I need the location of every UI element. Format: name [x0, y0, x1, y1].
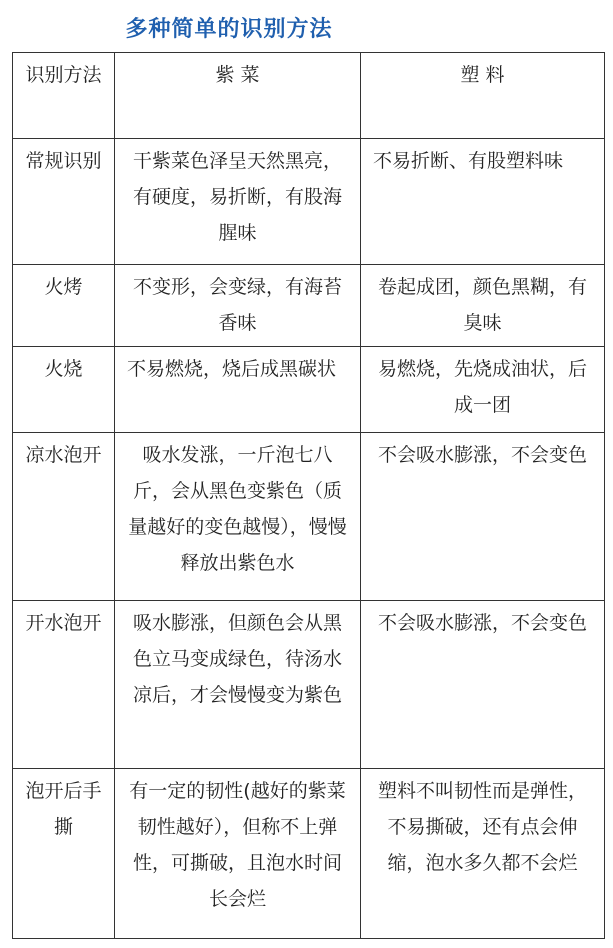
row-method: 火烤	[13, 265, 115, 347]
row-plastic: 塑料不叫韧性而是弹性，不易撕破，还有点会伸缩，泡水多久都不会烂	[361, 769, 605, 939]
page-title: 多种简单的识别方法	[125, 17, 333, 42]
row-seaweed: 有一定的韧性(越好的紫菜韧性越好），但称不上弹性，可撕破，且泡水时间长会烂	[115, 769, 361, 939]
header-seaweed: 紫 菜	[115, 53, 361, 139]
row-plastic: 卷起成团，颜色黑糊，有臭味	[361, 265, 605, 347]
header-plastic: 塑 料	[361, 53, 605, 139]
row-method: 开水泡开	[13, 601, 115, 769]
table-row	[13, 601, 605, 769]
row-method: 泡开后手撕	[13, 769, 115, 939]
table-row	[13, 139, 605, 265]
row-seaweed: 不变形，会变绿，有海苔香味	[115, 265, 361, 347]
row-plastic: 不易折断、有股塑料味	[361, 139, 605, 265]
row-seaweed: 干紫菜色泽呈天然黑亮，有硬度，易折断，有股海腥味	[115, 139, 361, 265]
row-method: 常规识别	[13, 139, 115, 265]
table-row	[13, 265, 605, 347]
row-seaweed: 吸水发涨，一斤泡七八斤，会从黑色变紫色（质量越好的变色越慢），慢慢释放出紫色水	[115, 433, 361, 601]
row-plastic: 易燃烧，先烧成油状，后成一团	[361, 347, 605, 433]
row-seaweed: 不易燃烧，烧后成黑碳状	[115, 347, 361, 433]
table-row	[13, 433, 605, 601]
header-method: 识别方法	[13, 53, 115, 139]
table-row	[13, 769, 605, 939]
row-seaweed: 吸水膨涨，但颜色会从黑色立马变成绿色，待汤水凉后，才会慢慢变为紫色	[115, 601, 361, 769]
table-row	[13, 347, 605, 433]
table-header-row	[13, 53, 605, 139]
row-method: 火烧	[13, 347, 115, 433]
row-method: 凉水泡开	[13, 433, 115, 601]
row-plastic: 不会吸水膨涨，不会变色	[361, 433, 605, 601]
row-plastic: 不会吸水膨涨，不会变色	[361, 601, 605, 769]
comparison-table	[12, 52, 605, 939]
